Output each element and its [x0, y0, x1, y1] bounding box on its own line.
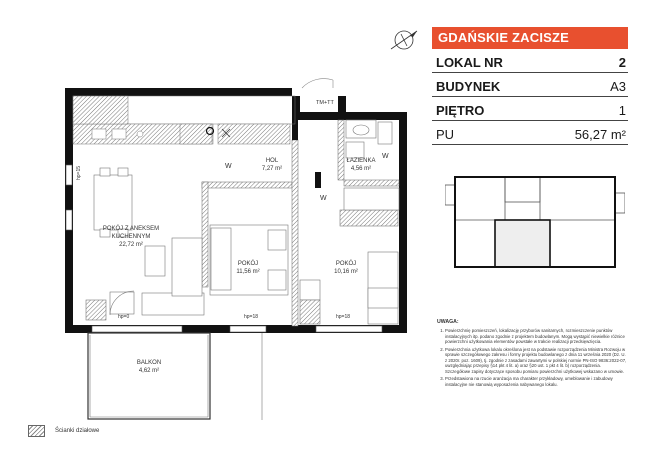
highlighted-unit: [495, 220, 550, 267]
info-row-pietro: [432, 97, 628, 121]
room-balcony-name: BALKON: [136, 360, 162, 366]
room-bath-name: ŁAZIENKA: [346, 158, 376, 164]
lokal-value: 2: [618, 55, 626, 70]
room-living-name2: KUCHENNYM: [111, 234, 151, 240]
mark-w-bath: W: [382, 153, 389, 160]
mark-w-hall: W: [320, 195, 327, 202]
info-row-pu: [432, 121, 628, 145]
note-item: 3. Przedstawiona na rzucie aranżacja ma charakter przykładowy, umeblowanie i zabudowy instalacyjne nie stanowią wyposażenia nabywanego lokalu.: [445, 376, 627, 387]
room-hall-name: HOL: [265, 158, 279, 164]
budynek-label: BUDYNEK: [436, 79, 501, 94]
room-living-name1: POKÓJ Z ANEKSEM: [102, 226, 160, 232]
room-living-area: 22,72 m²: [119, 242, 143, 248]
kitchen-counter: [73, 96, 295, 144]
room-bed1-area: 11,56 m²: [236, 269, 260, 275]
entrance-door: [300, 79, 338, 96]
bedroom1-furniture: [210, 225, 288, 295]
mark-w-kitchen: W: [225, 163, 232, 170]
living-furniture: [86, 168, 204, 320]
compass-icon: [391, 31, 417, 49]
notes-section: [437, 320, 627, 390]
pu-value: 56,27 m²: [574, 127, 626, 142]
budynek-value: A3: [610, 79, 626, 94]
mark-hp0: hp=0: [118, 314, 130, 320]
mark-hp18-b: hp=18: [336, 314, 351, 320]
info-row-budynek: [432, 73, 628, 97]
lokal-label: LOKAL NR: [436, 55, 503, 70]
pietro-label: PIĘTRO: [436, 103, 485, 118]
mark-tmtt: TM+TT: [316, 100, 334, 106]
mark-hp15: hp=15: [76, 165, 82, 180]
brand-header: GDAŃSKIE ZACISZE: [432, 27, 628, 49]
note-item: 2. Powierzchnia użytkowa lokalu określona jest na podstawie rozporządzenia Ministra Rozwoju w sprawie szczegółowego zakresu i formy projektu budowlanego z dnia 11 września 2020 (Dz. U. z 2020r. poz. 1609), tj. zgodnie z zasadami zawartymi w polskiej normie PN-ISO 9836:2022-07, uwzględniając przepisy §14 pkt 4 lit. a) oraz §20 ust. 1 pkt 4 lit. b) rozporządzenia. Szczegółowe zapisy dotyczące sposobu pomiaru powierzchni użytkowej wskazano w umowie.: [445, 347, 627, 374]
notes-title: UWAGA:: [437, 319, 459, 325]
room-bed1-name: POKÓJ: [237, 261, 259, 267]
note-item: 1. Powierzchnię pomieszczeń, lokalizację przyborów sanitarnych, rozmieszczenie punktów instalacyjnych itp. podano zgodnie z projektem budowlanym. Mogą wystąpić niewielkie różnice powierzchni użytkowania elementów powstałe w trakcie realizacji przedsięwzięcia.: [445, 328, 627, 344]
room-bed2-area: 10,16 m²: [334, 269, 358, 275]
bathroom-fixtures: [344, 120, 399, 210]
building-key-plan: [445, 165, 625, 285]
legend: [28, 425, 99, 437]
room-hall-area: 7,27 m²: [261, 166, 283, 172]
legend-label: Ścianki działowe: [55, 428, 100, 434]
bedroom2-furniture: [300, 210, 398, 324]
room-bath-area: 4,56 m²: [350, 166, 372, 172]
hatch-swatch-icon: [28, 425, 45, 437]
pietro-value: 1: [618, 103, 626, 118]
room-balcony-area: 4,62 m²: [138, 368, 160, 374]
room-bed2-name: POKÓJ: [335, 261, 357, 267]
balcony: [88, 333, 262, 420]
mark-hp18-a: hp=18: [244, 314, 259, 320]
info-row-lokal: [432, 49, 628, 73]
pu-label: PU: [436, 127, 455, 142]
